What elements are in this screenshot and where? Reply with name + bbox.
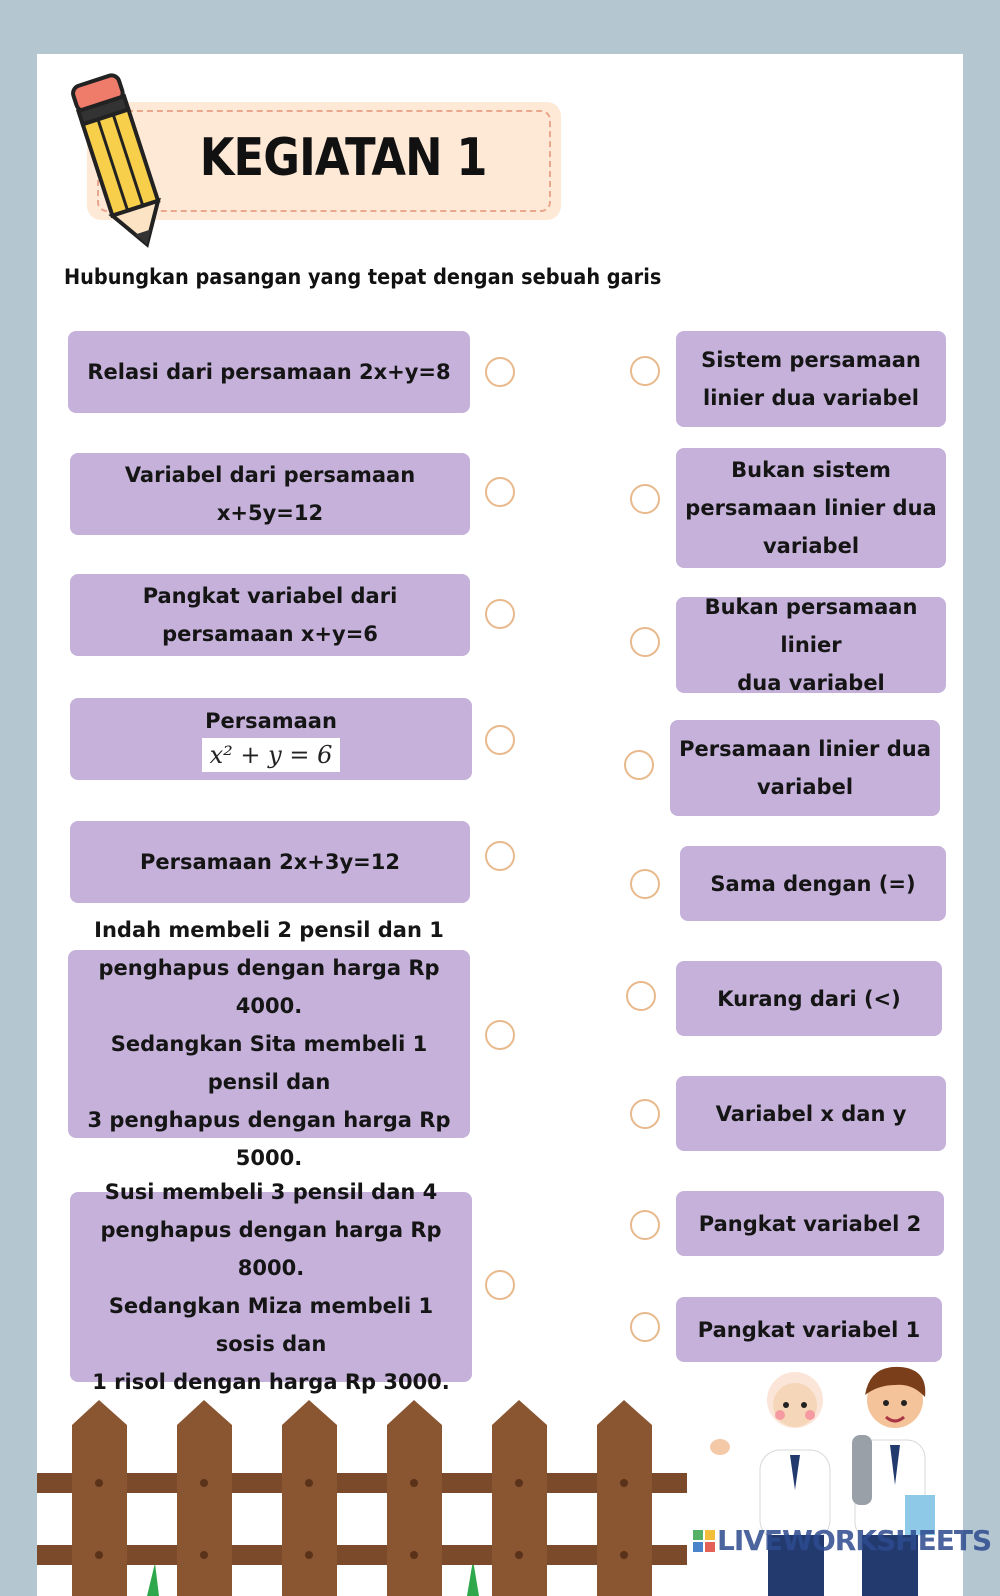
left-card-6-line-4: 3 penghapus dengan harga Rp xyxy=(87,1108,451,1132)
equation-image: x² + y = 6 xyxy=(202,738,341,772)
left-card-6-line-5: 5000. xyxy=(235,1146,303,1170)
students-illustration xyxy=(700,1355,960,1596)
left-card-7-line-1: Susi membeli 3 pensil dan 4 xyxy=(104,1180,438,1204)
left-card-7-line-2: penghapus dengan harga Rp 8000. xyxy=(100,1218,442,1280)
right-card-2[interactable] xyxy=(676,448,946,568)
right-connector-dot-8[interactable] xyxy=(630,1210,660,1240)
right-card-9[interactable] xyxy=(676,1297,942,1362)
left-card-3-line-2: persamaan x+y=6 xyxy=(162,622,378,646)
left-connector-dot-6[interactable] xyxy=(485,1020,515,1050)
right-connector-dot-5[interactable] xyxy=(630,869,660,899)
left-card-7[interactable] xyxy=(70,1180,472,1394)
watermark-text: LIVEWORKSHEETS xyxy=(717,1524,992,1557)
right-card-7-line: Variabel x dan y xyxy=(715,1101,907,1126)
left-card-6-line-3: Sedangkan Sita membeli 1 pensil dan xyxy=(110,1032,428,1094)
right-card-8-line: Pangkat variabel 2 xyxy=(698,1211,922,1236)
right-card-1-line-2: linier dua variabel xyxy=(703,386,919,410)
left-card-3[interactable] xyxy=(70,574,470,656)
left-connector-dot-7[interactable] xyxy=(485,1270,515,1300)
right-connector-dot-2[interactable] xyxy=(630,484,660,514)
left-card-6[interactable] xyxy=(68,918,470,1170)
right-card-6[interactable] xyxy=(676,961,942,1036)
right-card-3[interactable] xyxy=(676,597,946,693)
left-card-5-line: Persamaan 2x+3y=12 xyxy=(139,850,401,874)
liveworksheets-watermark xyxy=(693,1524,991,1557)
right-card-9-line: Pangkat variabel 1 xyxy=(697,1317,921,1342)
liveworksheets-logo-icon xyxy=(693,1530,715,1552)
left-card-2-line: Variabel dari persamaan x+5y=12 xyxy=(124,463,416,525)
page-title: KEGIATAN 1 xyxy=(199,128,487,188)
right-card-5-line: Sama dengan (=) xyxy=(710,871,916,896)
right-card-5[interactable] xyxy=(680,846,946,921)
left-connector-dot-2[interactable] xyxy=(485,477,515,507)
right-connector-dot-9[interactable] xyxy=(630,1312,660,1342)
left-card-5[interactable] xyxy=(70,821,470,903)
left-card-4-line: Persamaan xyxy=(205,709,337,733)
pencil-icon xyxy=(62,66,182,256)
right-card-4-line-2: variabel xyxy=(756,775,854,799)
right-card-8[interactable] xyxy=(676,1191,944,1256)
left-card-7-line-3: Sedangkan Miza membeli 1 sosis dan xyxy=(108,1294,434,1356)
right-card-2-line-1: Bukan sistem xyxy=(731,458,891,482)
right-card-4[interactable] xyxy=(670,720,940,816)
left-card-3-line-1: Pangkat variabel dari xyxy=(142,584,398,608)
left-card-1-line: Relasi dari persamaan 2x+y=8 xyxy=(87,360,451,384)
left-card-6-line-2: penghapus dengan harga Rp 4000. xyxy=(98,956,440,1018)
left-card-1[interactable] xyxy=(68,331,470,413)
right-card-6-line: Kurang dari (<) xyxy=(717,986,901,1011)
fence-illustration xyxy=(37,1395,697,1596)
left-card-2[interactable] xyxy=(70,453,470,535)
left-card-4[interactable] xyxy=(70,698,472,780)
left-card-7-line-4: 1 risol dengan harga Rp 3000. xyxy=(92,1370,450,1394)
right-connector-dot-1[interactable] xyxy=(630,356,660,386)
right-connector-dot-3[interactable] xyxy=(630,627,660,657)
left-connector-dot-4[interactable] xyxy=(485,725,515,755)
right-card-3-line-1: Bukan persamaan linier xyxy=(704,595,918,657)
right-card-2-line-3: variabel xyxy=(762,534,860,558)
left-card-6-line-1: Indah membeli 2 pensil dan 1 xyxy=(94,918,444,942)
left-connector-dot-3[interactable] xyxy=(485,599,515,629)
right-card-4-line-1: Persamaan linier dua xyxy=(679,737,931,761)
left-connector-dot-1[interactable] xyxy=(485,357,515,387)
right-card-7[interactable] xyxy=(676,1076,946,1151)
right-connector-dot-6[interactable] xyxy=(626,981,656,1011)
right-card-3-line-2: dua variabel xyxy=(737,671,885,695)
instruction-text: Hubungkan pasangan yang tepat dengan sebuah garis xyxy=(64,265,662,289)
right-connector-dot-7[interactable] xyxy=(630,1099,660,1129)
left-connector-dot-5[interactable] xyxy=(485,841,515,871)
right-connector-dot-4[interactable] xyxy=(624,750,654,780)
right-card-1-line-1: Sistem persamaan xyxy=(701,348,921,372)
right-card-1[interactable] xyxy=(676,331,946,427)
right-card-2-line-2: persamaan linier dua xyxy=(685,496,937,520)
